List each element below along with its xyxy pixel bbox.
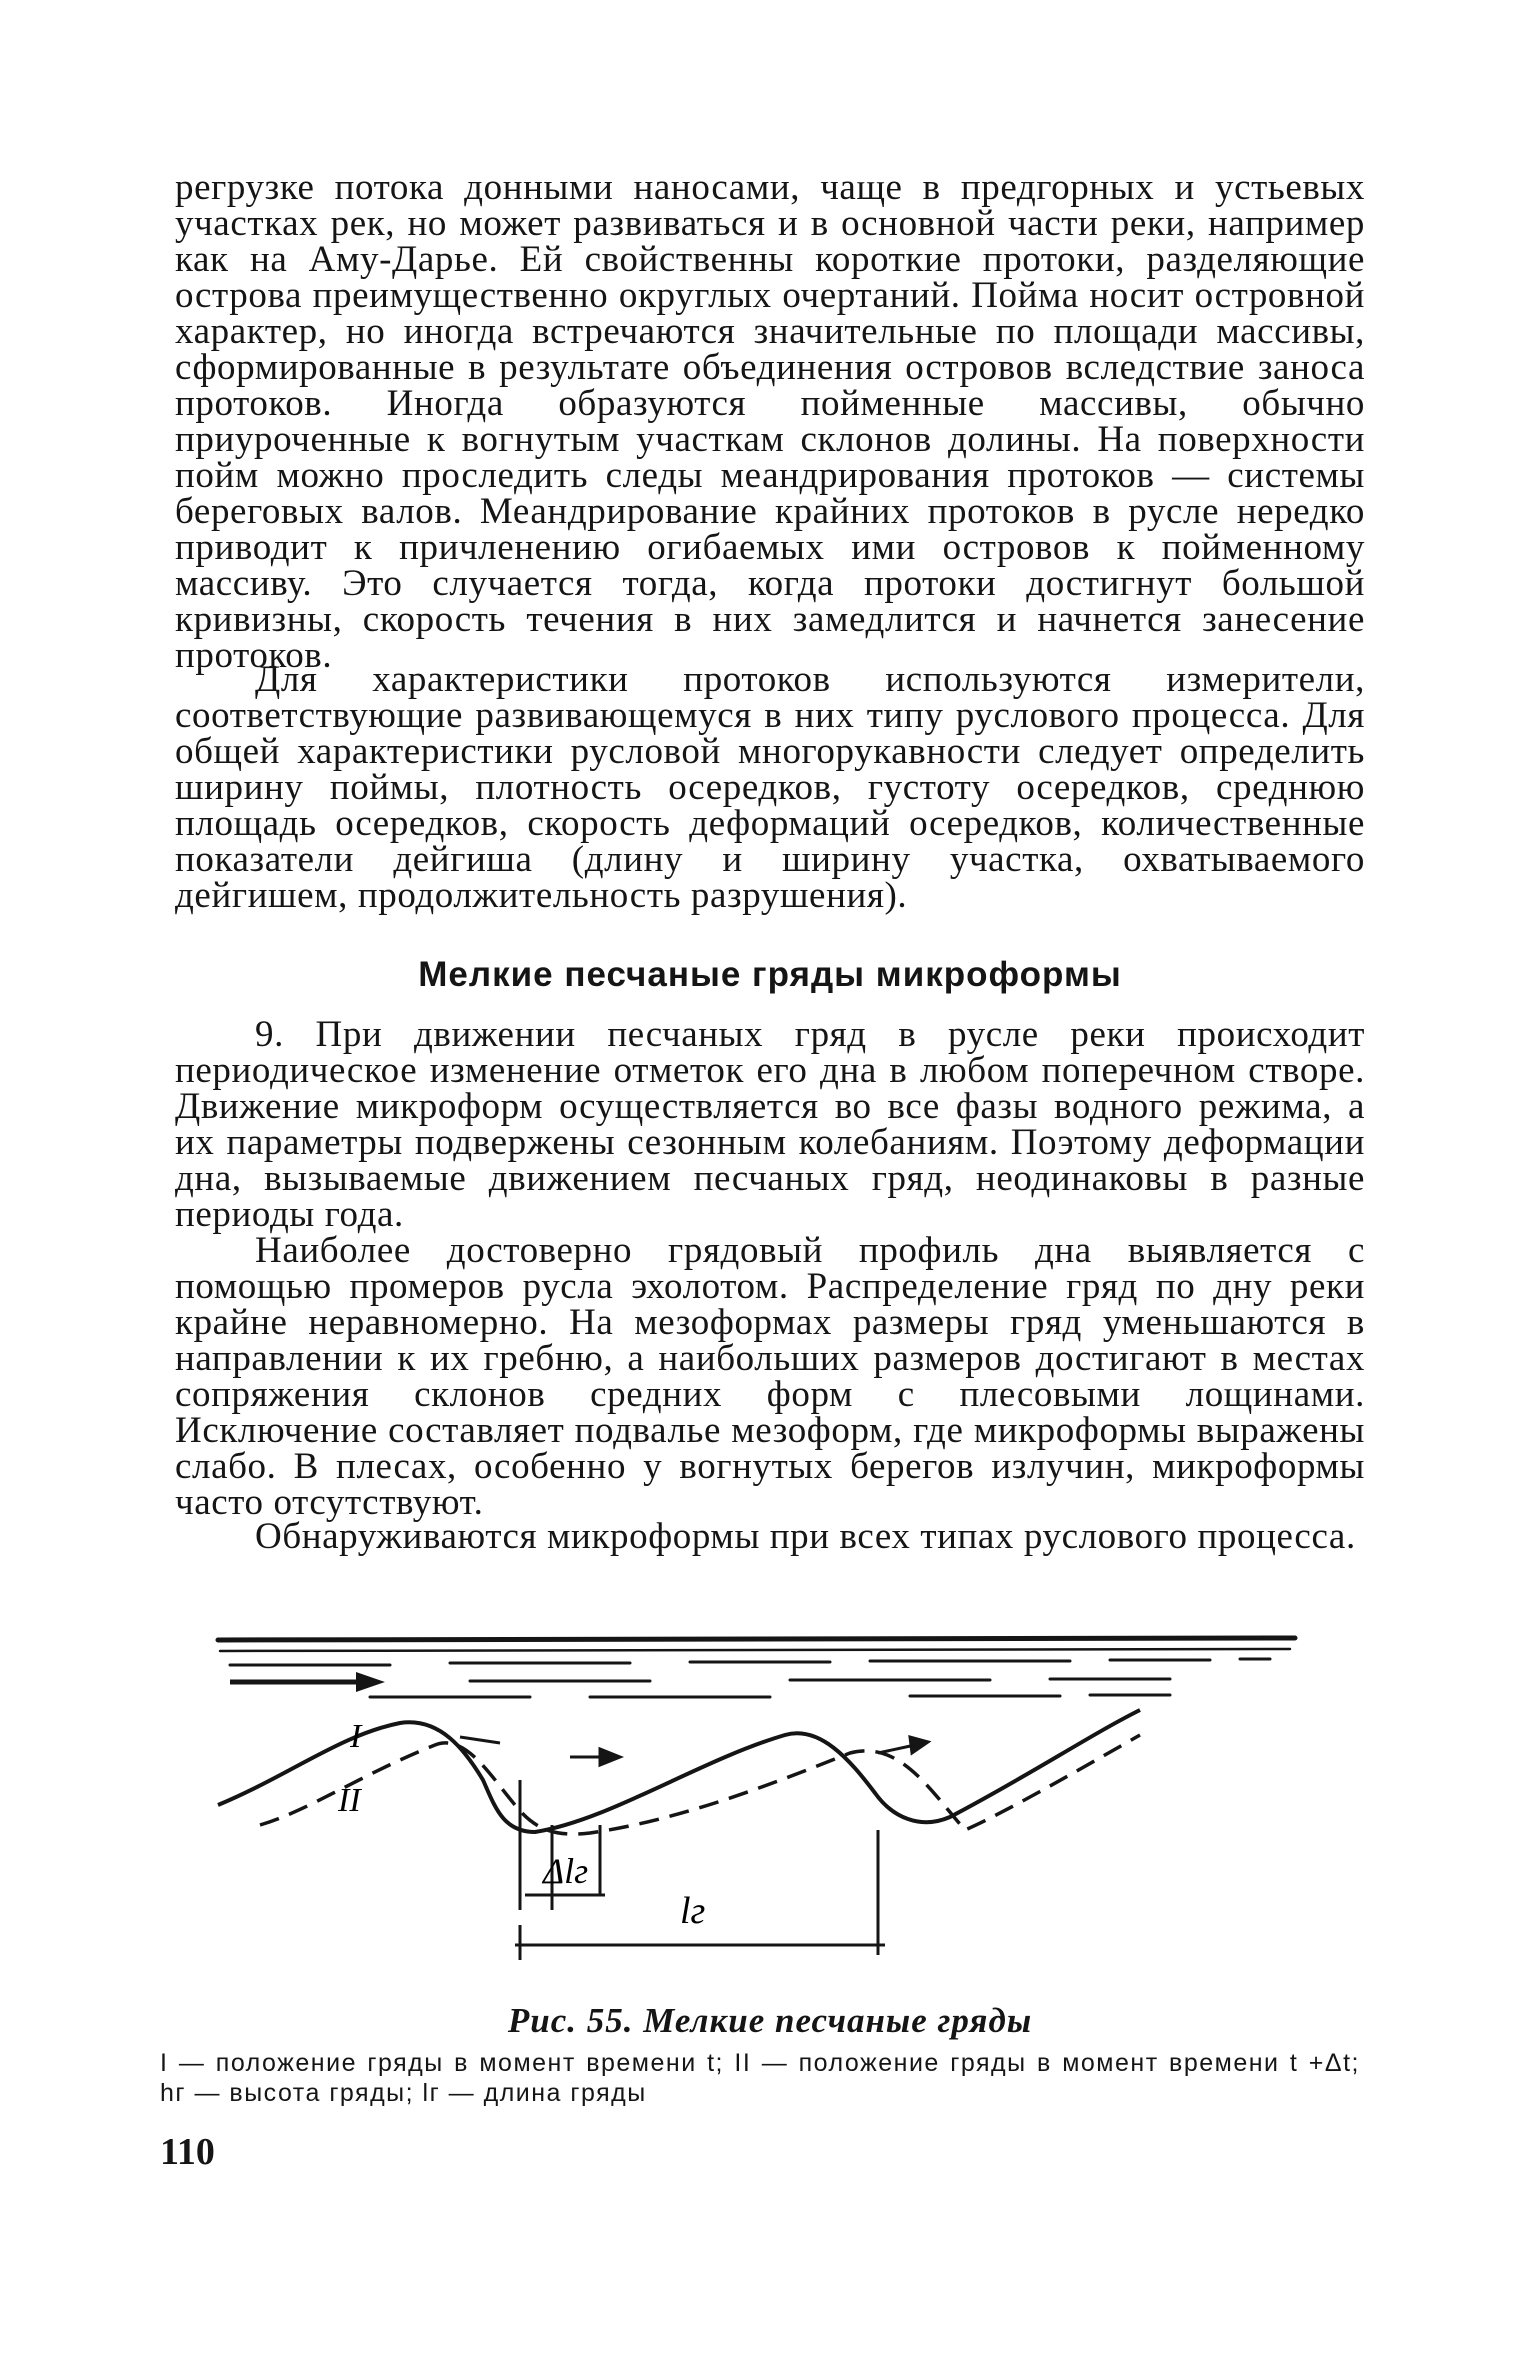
sand-ripples-figure — [210, 1625, 1320, 2025]
section-heading: Мелкие песчаные гряды микроформы — [418, 955, 1122, 994]
paragraph-5 — [175, 1516, 1365, 1557]
paragraph-4-text: Наиболее достоверно грядовый профиль дна выявляется с помощью промеров русла эхолотом. Распределение гряд по дну реки крайне неравномерно. На мезоформах размеры гряд уменьшаются в направлении к их гребню, а наибольших размеров достигают в местах сопряжения склонов средних форм с плесовыми лощинами. Исключение составляет подвалье мезоформ, где микроформы выражены слабо. В плесах, особенно у вогнутых берегов излучин, микроформы часто отсутствуют. — [175, 1230, 1365, 1523]
paragraph-2 — [175, 659, 1365, 916]
flow-arrow — [230, 1672, 385, 1692]
figure-legend: I — положение гряды в момент времени t; II — положение гряды в момент времени t +Δt; hг — высота гряды; lг — длина гряды — [160, 2049, 1360, 2107]
label-I: I — [350, 1718, 362, 1755]
water-surface-lines — [218, 1638, 1295, 1697]
paragraph-1-text: регрузке потока донными наносами, чаще в предгорных и устьевых участках рек, но может развиваться и в основной части реки, например как на Аму-Дарье. Ей свойственны короткие протоки, разделяющие острова преимущественно округлых очертаний. Пойма носит островной характер, но иногда встречаются значительные по площади массивы, сформированные в результате объединения островов вследствие заноса протоков. Иногда образуются пойменные массивы, обычно приуроченные к вогнутым участкам склонов долины. На поверхности пойм можно проследить следы меандрирования протоков — системы береговых валов. Меандрирование крайних протоков в русле нередко приводит к причленению огибаемых ими островов к пойменному массиву. Это случается тогда, когда протоки достигнут большой кривизны, скорость течения в них замедлится и начнется занесение протоков. — [175, 167, 1365, 676]
paragraph-2-text: Для характеристики протоков используются измерители, соответствующие развивающемуся в них типу руслового процесса. Для общей характеристики русловой многорукавности следует определить ширину поймы, плотность осередков, густоту осередков, среднюю площадь осередков, скорость деформаций осередков, количественные показатели дейгиша (длину и ширину участка, охватываемого дейгишем, продолжительность разрушения). — [175, 659, 1365, 916]
label-ripple-length: lг — [680, 1890, 706, 1932]
paragraph-1 — [175, 167, 1365, 676]
paragraph-5-text: Обнаруживаются микроформы при всех типах руслового процесса. — [255, 1516, 1356, 1557]
paragraph-3-text: 9. При движении песчаных гряд в русле реки происходит периодическое изменение отметок его дна в любом поперечном створе. Движение микроформ осуществляется во все фазы водного режима, а их параметры подвержены сезонным колебаниям. Поэтому деформации дна, вызываемые движением песчаных гряд, неодинаковы в разные периоды года. — [175, 1014, 1365, 1235]
figure-caption: Рис. 55. Мелкие песчаные гряды — [507, 2001, 1033, 2040]
label-delta-length: Δlг — [543, 1851, 589, 1891]
paragraph-3 — [175, 1014, 1365, 1235]
paragraph-4 — [175, 1230, 1365, 1523]
label-II: II — [338, 1782, 361, 1819]
page-number: 110 — [160, 2131, 215, 2173]
